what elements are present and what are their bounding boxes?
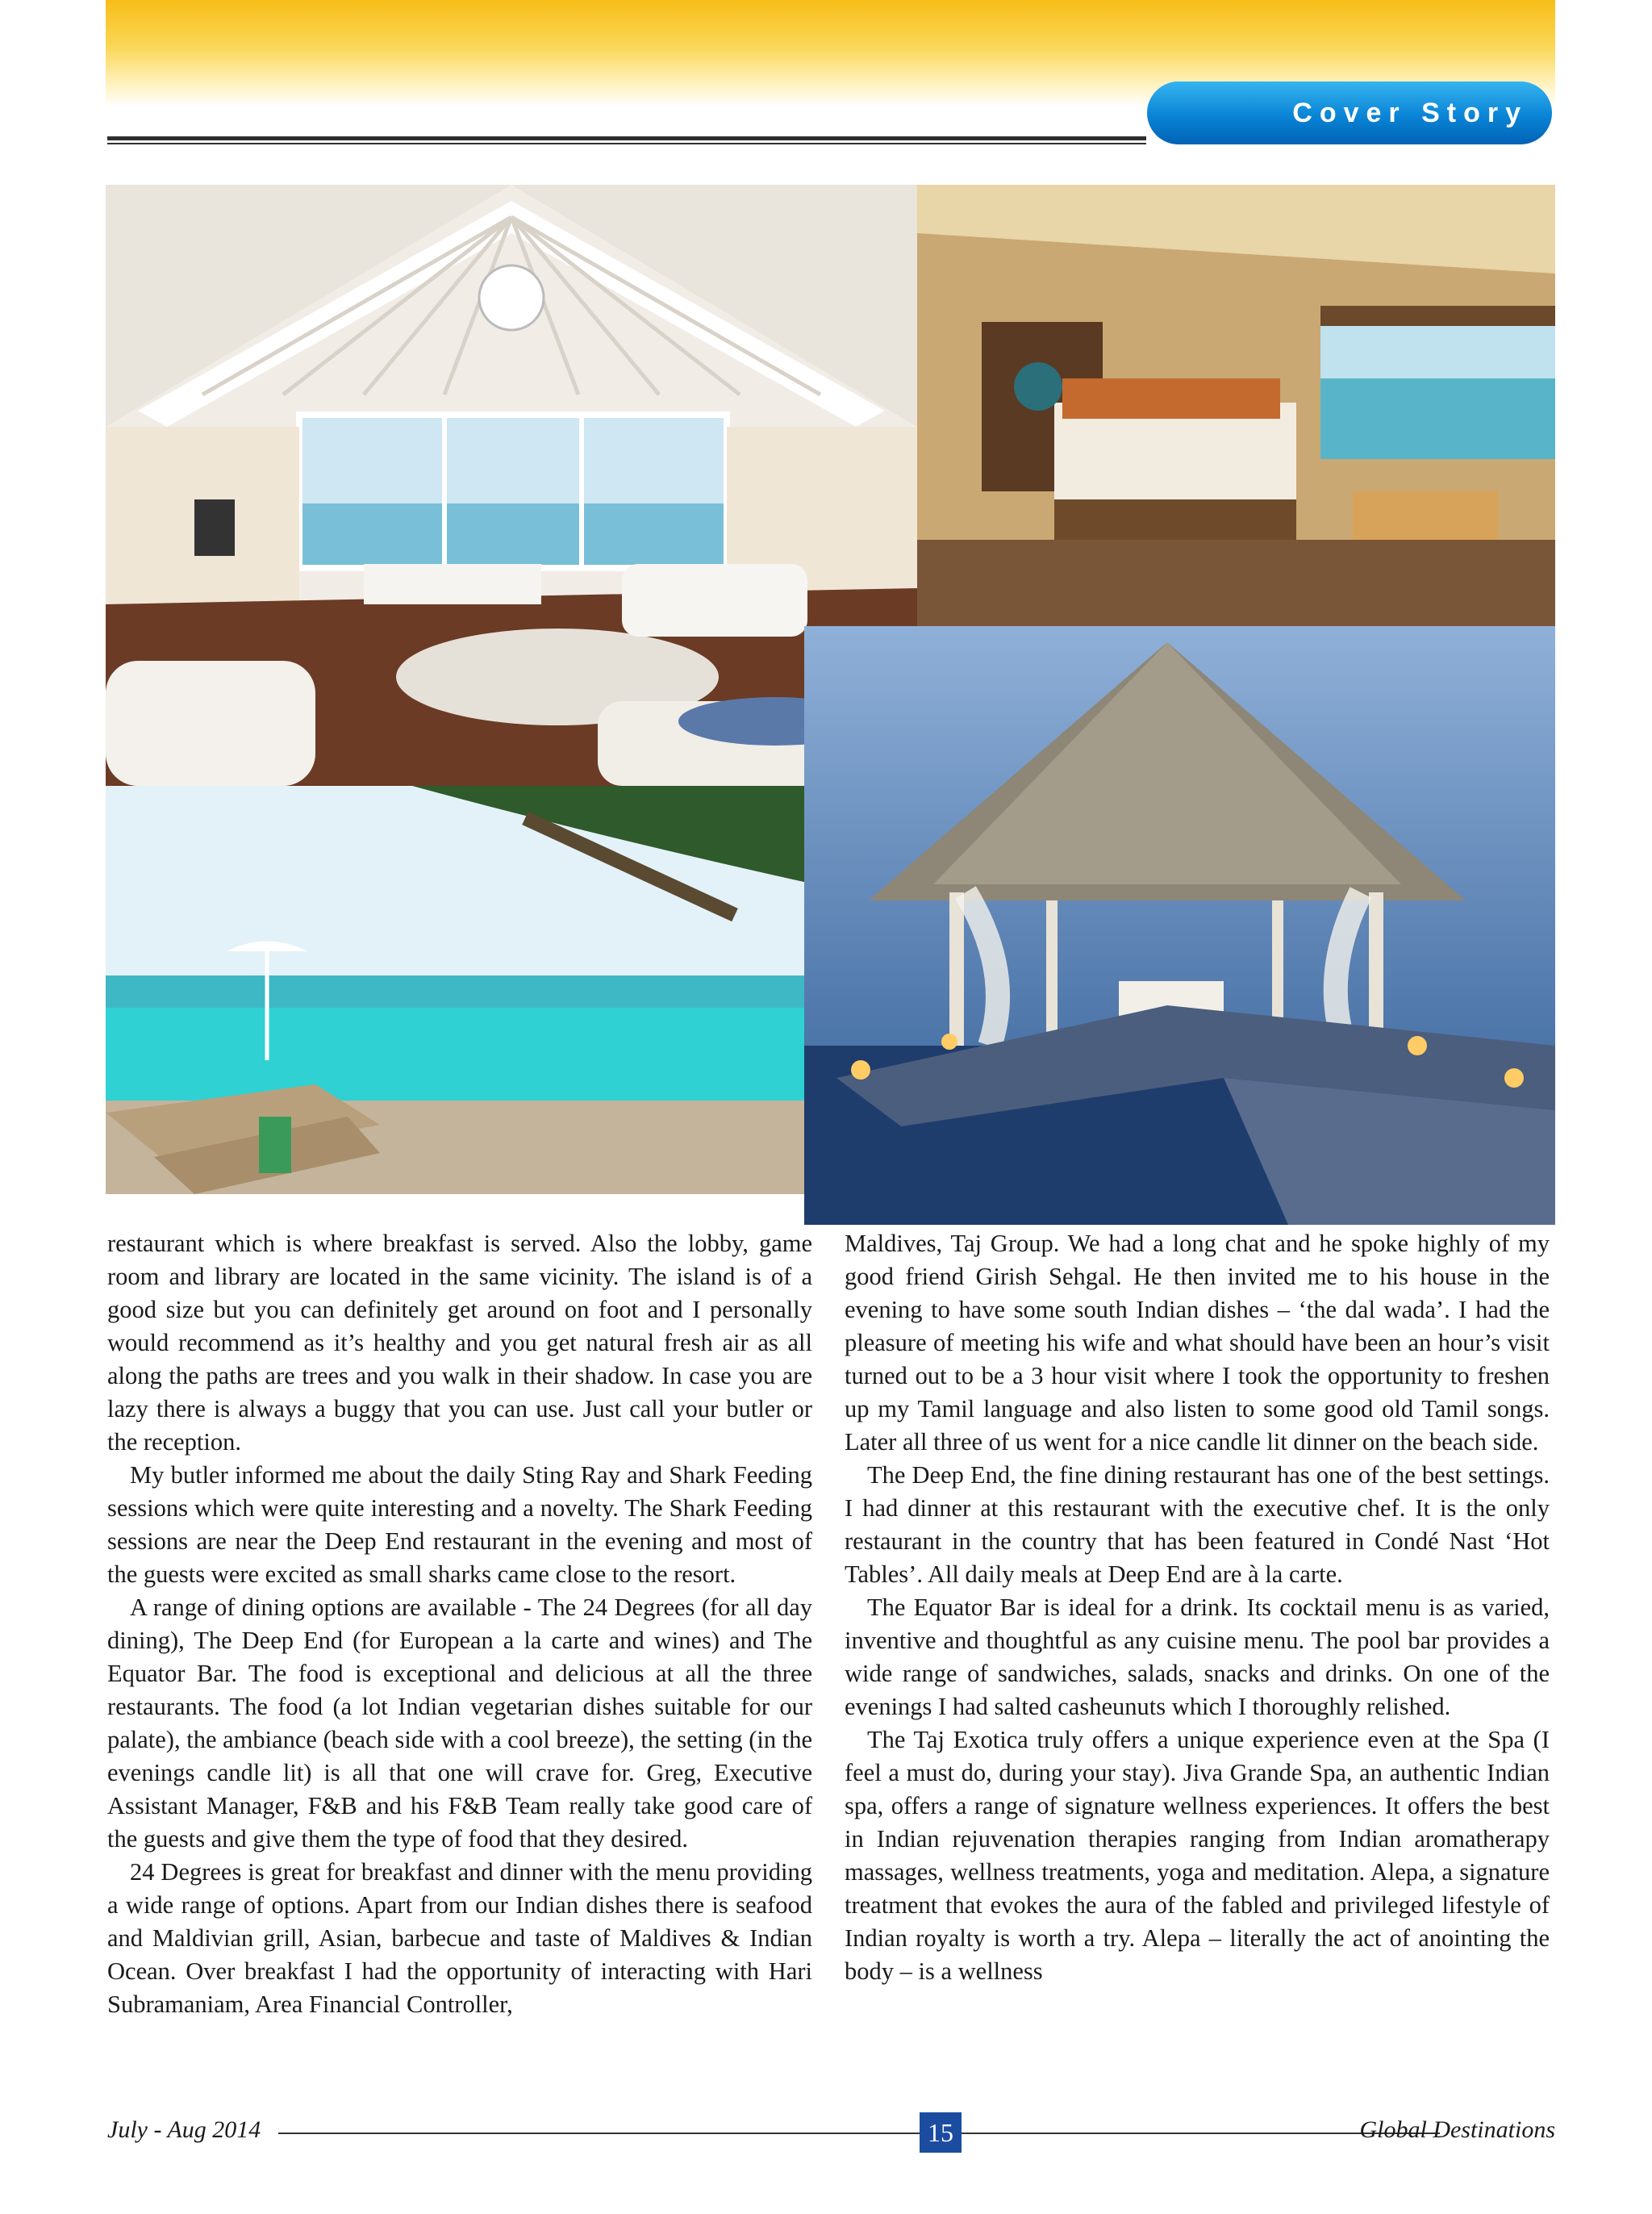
- article-paragraph: restaurant which is where breakfast is served. Also the lobby, game room and library are located in the same vicinity. The island is of a good size but you can definitely get around on foot and I personally would recommend as it’s healthy and you get natural fresh air as all along the paths are trees and you walk in their shadow. In case you are lazy there is always a buggy that you can use. Just call your butler or the reception.: [107, 1230, 812, 1456]
- footer-rule-left: [278, 2133, 920, 2134]
- article-column-left: [107, 1227, 812, 2021]
- article-paragraph: The Equator Bar is ideal for a drink. Its cocktail menu is as varied, inventive and thoughtful as any cuisine menu. The pool bar provides a wide range of sandwiches, salads, snacks and drinks. On one of the evenings I had salted casheunuts which I thoroughly relished.: [845, 1594, 1550, 1720]
- article-paragraph: A range of dining options are available - The 24 Degrees (for all day dining), The Deep End (for European a la carte and wines) and The Equator Bar. The food is exceptional and delicious at all the three restaurants. The food (a lot Indian vegetarian dishes suitable for our palate), the ambiance (beach side with a cool breeze), the setting (in the evenings candle lit) is all that one will crave for. Greg, Executive Assistant Manager, F&B and his F&B Team really take good care of the guests and give them the type of food that they desired.: [107, 1594, 812, 1853]
- article-paragraph: 24 Degrees is great for breakfast and dinner with the menu providing a wide range of options. Apart from our Indian dishes there is seafood and Maldivian grill, Asian, barbecue and taste of Maldives & Indian Ocean. Over breakfast I had the opportunity of interacting with Hari Subramaniam, Area Financial Controller,: [107, 1858, 812, 2018]
- page-number: 15: [920, 2112, 962, 2153]
- article-paragraph: Maldives, Taj Group. We had a long chat and he spoke highly of my good friend Girish Sehgal. He then invited me to his house in the evening to have some south Indian dishes – ‘the dal wada’. I had the pleasure of meeting his wife and what should have been an hour’s visit turned out to be a 3 hour visit where I took the opportunity to freshen up my Tamil language and also listen to some good old Tamil songs. Later all three of us went for a nice candle lit dinner on the beach side.: [845, 1230, 1550, 1456]
- article-column-right: [845, 1227, 1550, 1988]
- section-label-text: Cover Story: [1292, 97, 1528, 128]
- ocean-bedroom-photo: [917, 185, 1555, 626]
- issue-date: July - Aug 2014: [107, 2116, 261, 2143]
- publication-name: Global Destinations: [1359, 2116, 1555, 2143]
- villa-living-room-photo: [106, 185, 917, 786]
- header-rule: [107, 136, 1146, 144]
- section-label: [1147, 81, 1552, 144]
- page-footer: [107, 2112, 1555, 2153]
- overwater-dinner-pavilion-photo: [804, 626, 1555, 1225]
- article-paragraph: The Deep End, the fine dining restaurant has one of the best settings. I had dinner at this restaurant with the executive chef. It is the only restaurant in the country that has been featured in Condé Nast ‘Hot Tables’. All daily meals at Deep End are à la carte.: [845, 1461, 1550, 1588]
- pool-sunloungers-photo: [106, 786, 807, 1194]
- article-paragraph: My butler informed me about the daily Sting Ray and Shark Feeding sessions which were quite interesting and a novelty. The Shark Feeding sessions are near the Deep End restaurant in the evening and most of the guests were excited as small sharks came close to the resort.: [107, 1461, 812, 1588]
- article-paragraph: The Taj Exotica truly offers a unique experience even at the Spa (I feel a must do, during your stay). Jiva Grande Spa, an authentic Indian spa, offers a range of signature wellness experiences. It offers the best in Indian rejuvenation therapies ranging from Indian aromatherapy massages, wellness treatments, yoga and meditation. Alepa, a signature treatment that evokes the aura of the fabled and privileged lifestyle of Indian royalty is worth a try. Alepa – literally the act of anointing the body – is a wellness: [845, 1726, 1550, 1985]
